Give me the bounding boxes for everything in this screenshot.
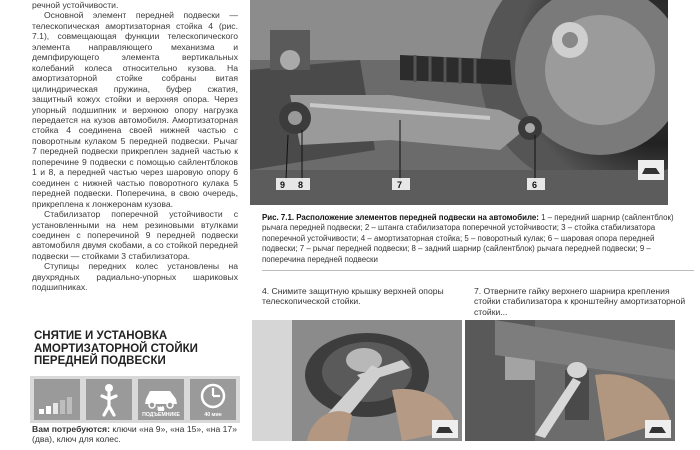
- paragraph: речной устойчивости.: [32, 0, 119, 10]
- callout-8: 8: [298, 180, 304, 190]
- callout-9: 9: [280, 180, 286, 190]
- body-text: [32, 0, 238, 318]
- tools-needed-label: Вам потребуются:: [32, 424, 110, 434]
- step-7-text: 7. Отверните гайку верхнего шарнира крепления стойки стабилизатора к кронштейну амортизаторной стойки...: [474, 286, 686, 317]
- section-heading: [34, 330, 244, 368]
- tools-strip: [30, 376, 240, 423]
- step-4-photo: [252, 320, 462, 441]
- heading-line: ПЕРЕДНЕЙ ПОДВЕСКИ: [34, 355, 166, 367]
- step-7-photo: [465, 320, 675, 441]
- paragraph: Стабилизатор поперечной устойчивости с установленными на нем резиновыми втулками соединен с поперечиной 9 передней подвески автомобиля двумя скобами, а со стойкой передней подвески — стойками 3 стабилизатора.: [32, 209, 238, 261]
- caption-text: 1 – передний шарнир (сайлентблок) рычага передней подвески; 2 – штанга стабилизатора поперечной устойчивости; 3 – стойка стабилизатора поперечной устойчивости; 4 – амортизаторная стойка; 5 – поворотный кулак; 6 – шаровая опора передней подвески; 7 – рычаг передней подвески; 8 – задний шарнир (сайлентблок) рычага передней подвески; 9 – поперечина передней подвески: [262, 213, 674, 264]
- suspension-photo: [250, 0, 668, 205]
- time-40min-icon: [190, 379, 236, 420]
- tools-needed: [32, 424, 244, 445]
- heading-line: АМОРТИЗАТОРНОЙ СТОЙКИ: [34, 342, 198, 355]
- figure-caption: [262, 213, 692, 265]
- skill-level-icon: [34, 379, 80, 420]
- callout-6: 6: [532, 180, 538, 190]
- one-person-icon: [86, 379, 132, 420]
- divider: [262, 270, 694, 271]
- paragraph: Основной элемент передней подвески — телескопическая амортизаторная стойка 4 (рис. 7.1), совмещающая функции телескопического элемента направляющего механизма и демпфирующего элемента вертикальных колебаний колеса относительно кузова. На амортизаторной стойке собраны витая цилиндрическая пружина, буфер сжатия, защитный кожух стойки и верхняя опора. Через упорный подшипник и верхнюю опору нагрузка передается на кузов автомобиля. Амортизаторная стойка 4 соединена своей нижней частью с поворотным кулаком 5 передней подвески. Рычаг 7 передней подвески прикреплен задней частью к поперечине 9 подвески с помощью сайлентблоков 1 и 8, а передней частью через шаровую опору 6 соединен с нижней частью поворотного кулака 5 передней подвески. Поперечина, в свою очередь, прикреплена к лонжеронам кузова.: [32, 10, 238, 209]
- step-4-text: 4. Снимите защитную крышку верхней опоры телескопической стойки.: [262, 286, 444, 307]
- heading-line: СНЯТИЕ И УСТАНОВКА: [34, 330, 168, 342]
- lift-icon: [138, 379, 184, 420]
- caption-label: Рис. 7.1. Расположение элементов передней подвески на автомобиле:: [262, 213, 539, 222]
- tools-needed-text: ключи «на 9», «на 15», «на 17» (два), ключ для колес.: [32, 424, 237, 445]
- paragraph: Ступицы передних колес установлены на двухрядных радиально-упорных шариковых подшипниках.: [32, 261, 238, 293]
- lift-caption: НА ПОДЪЕМНИКЕ: [142, 406, 180, 418]
- time-caption: 40 мин: [204, 412, 222, 418]
- callout-7: 7: [397, 180, 403, 190]
